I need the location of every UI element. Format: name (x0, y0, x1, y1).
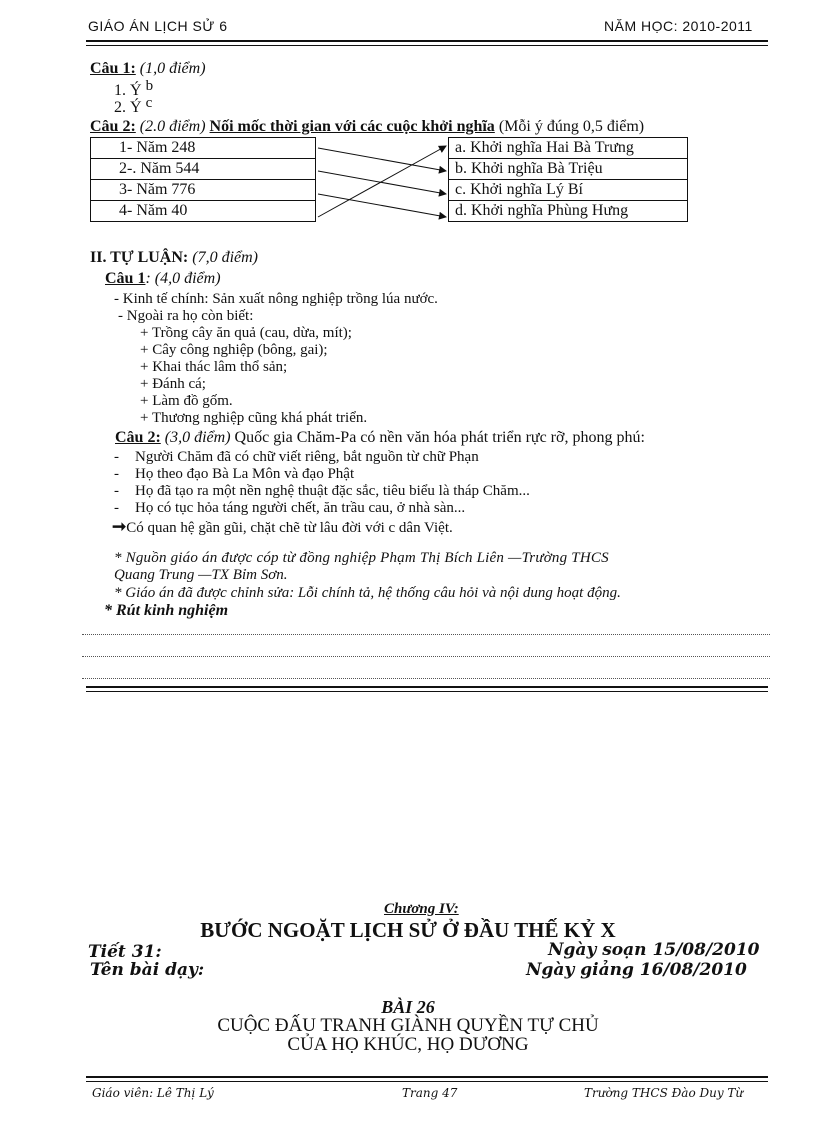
ngay-soan: Ngày soạn 15/08/2010 (548, 940, 760, 960)
q1-line-3: + Trồng cây ăn quả (cau, dừa, mít); (140, 325, 352, 341)
arrow-3-to-d (318, 194, 446, 217)
arrow-1-to-b (318, 148, 446, 171)
q1-line-6: + Đánh cá; (140, 376, 206, 392)
cau1-item-2-answer: c (145, 95, 153, 111)
q2-label: Câu 2: (115, 429, 161, 446)
q2-heading (115, 429, 645, 447)
cau2-score: (2.0 điểm) (139, 118, 206, 135)
tuluan-heading (90, 249, 258, 267)
answer-line-3 (82, 678, 770, 679)
note-edit: * Giáo án đã được chỉnh sửa: Lỗi chính tả, hệ thống câu hỏi và nội dung hoạt động. (114, 585, 621, 601)
footer-teacher: Giáo viên: Lê Thị Lý (92, 1086, 214, 1100)
cau2-right-c: c. Khởi nghĩa Lý Bí (449, 180, 688, 201)
q2-dash-3: - (114, 483, 119, 499)
q2-conclusion (112, 517, 453, 537)
q2-line-3-text: Họ đã tạo ra một nền nghệ thuật đặc sắc, tiêu biểu là tháp Chăm... (135, 483, 530, 499)
cau2-matching-arrows (316, 137, 450, 229)
q2-line-2 (114, 466, 354, 483)
q2-line-2-text: Họ theo đạo Bà La Môn và đạo Phật (135, 466, 355, 482)
tiet-label: Tiết 31: (88, 942, 162, 962)
cau2-left-4: 4- Năm 40 (91, 201, 316, 222)
q2-conclusion-text: Có quan hệ gần gũi, chặt chẽ từ lâu đời với c dân Việt. (126, 520, 453, 536)
cau2-right-b: b. Khởi nghĩa Bà Triệu (449, 159, 688, 180)
q2-line-1-text: Người Chăm đã có chữ viết riêng, bắt nguồn từ chữ Phạn (135, 449, 479, 465)
q1-line-7: + Làm đồ gốm. (140, 393, 233, 409)
cau2-heading (90, 118, 644, 136)
ten-bai-label: Tên bài dạy: (90, 960, 205, 980)
q1-label: Câu 1 (105, 270, 146, 287)
lesson-number: BÀI 26 (381, 997, 435, 1017)
answer-line-1 (82, 634, 770, 635)
cau2-left-1: 1- Năm 248 (91, 138, 316, 159)
arrow-2-to-c (318, 171, 446, 194)
q2-line-1 (114, 449, 479, 466)
arrow-4-to-a (318, 146, 446, 217)
q2-dash-1: - (114, 449, 119, 465)
footer-school: Trường THCS Đào Duy Từ (584, 1086, 744, 1100)
cau1-item-2 (114, 95, 153, 117)
chapter-title: BƯỚC NGOẶT LỊCH SỬ Ở ĐẦU THẾ KỶ X (200, 918, 616, 942)
q2-line-4 (114, 500, 465, 517)
footer-rule (86, 1076, 768, 1078)
q2-dash-2: - (114, 466, 119, 482)
cau2-right-table (448, 137, 688, 222)
cau1-item-1-answer: b (145, 78, 154, 94)
cau2-right-a: a. Khởi nghĩa Hai Bà Trưng (449, 138, 688, 159)
q2-dash-4: - (114, 500, 119, 516)
lesson-title-line-1: CUỘC ĐẤU TRANH GIÀNH QUYỀN TỰ CHỦ (217, 1015, 599, 1036)
q1-heading (105, 270, 221, 288)
footer-page: Trang 47 (402, 1086, 458, 1100)
section-rule-thin (86, 691, 768, 692)
q1-score: : (4,0 điểm) (145, 270, 221, 287)
cau1-item-1-num: 1. Ý (114, 82, 142, 99)
ngay-giang: Ngày giảng 16/08/2010 (526, 960, 747, 980)
q2-line-4-text: Họ có tục hỏa táng người chết, ăn trầu cau, ở nhà sàn... (135, 500, 466, 516)
tuluan-label: II. TỰ LUẬN: (90, 249, 189, 266)
chapter-label: Chương IV: (384, 901, 459, 917)
answer-line-2 (82, 656, 770, 657)
rut-kinh-nghiem: * Rút kinh nghiệm (104, 602, 229, 619)
q1-line-4: + Cây công nghiệp (bông, gai); (140, 342, 328, 358)
cau2-label: Câu 2: (90, 118, 136, 135)
cau1-label: Câu 1: (90, 60, 136, 77)
cau1-score: (1,0 điểm) (139, 60, 206, 77)
tuluan-score: (7,0 điểm) (192, 249, 258, 266)
header-rule-thin (86, 45, 768, 46)
q2-line-3 (114, 483, 530, 500)
q2-score: (3,0 điểm) (160, 429, 231, 446)
q2-intro: Quốc gia Chăm-Pa có nền văn hóa phát triển rực rỡ, phong phú: (234, 429, 645, 446)
header-left: GIÁO ÁN LỊCH SỬ 6 (88, 18, 228, 34)
cau2-left-2: 2-. Năm 544 (91, 159, 316, 180)
cau2-title: Nối mốc thời gian với các cuộc khởi nghĩa (209, 118, 495, 135)
q1-line-5: + Khai thác lâm thổ sản; (140, 359, 288, 375)
cau1-item-2-num: 2. Ý (114, 99, 142, 116)
section-rule (86, 686, 768, 688)
header-rule (86, 40, 768, 42)
note-source-line-2: Quang Trung —TX Bỉm Sơn. (114, 567, 288, 583)
cau2-left-table (90, 137, 316, 222)
double-arrow-icon: ➞ (112, 517, 127, 536)
note-source-line-1: * Nguồn giáo án được cóp từ đồng nghiệp Phạm Thị Bích Liên —Trường THCS (114, 550, 609, 566)
q1-line-2: - Ngoài ra họ còn biết: (118, 308, 254, 324)
lesson-title-line-2: CỦA HỌ KHÚC, HỌ DƯƠNG (287, 1034, 529, 1055)
cau2-left-3: 3- Năm 776 (91, 180, 316, 201)
footer-rule-thin (86, 1081, 768, 1082)
cau2-right-d: d. Khởi nghĩa Phùng Hưng (449, 201, 688, 222)
cau1-heading (90, 60, 206, 78)
q1-line-1: - Kinh tế chính: Sản xuất nông nghiệp trồng lúa nước. (114, 291, 438, 307)
q1-line-8: + Thương nghiệp cũng khá phát triển. (140, 410, 368, 426)
header-right: NĂM HỌC: 2010-2011 (604, 18, 753, 34)
cau2-note: (Mỗi ý đúng 0,5 điểm) (498, 118, 645, 135)
